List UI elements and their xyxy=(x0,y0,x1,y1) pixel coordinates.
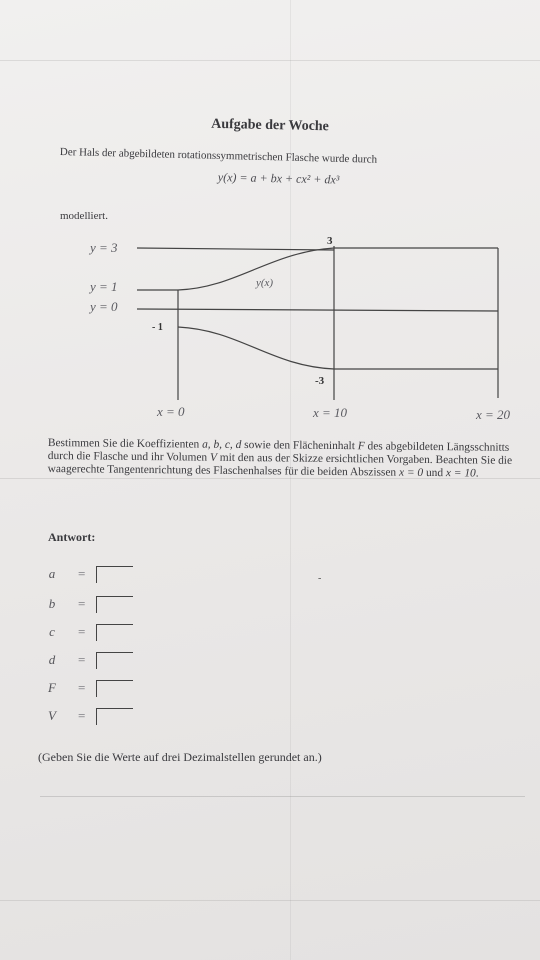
task-x10: x = 10 xyxy=(445,467,476,480)
answer-box-d[interactable] xyxy=(96,652,133,669)
neck-curve-lower xyxy=(178,327,334,369)
answer-equals: = xyxy=(78,596,86,611)
answer-equals: = xyxy=(78,680,86,695)
answer-equals: = xyxy=(78,652,86,667)
answer-box-F[interactable] xyxy=(96,680,133,697)
hand-label-3: 3 xyxy=(327,235,333,247)
answer-var: V xyxy=(48,708,56,723)
answer-equals: = xyxy=(78,624,86,639)
answer-var: d xyxy=(48,652,56,667)
fold-line xyxy=(0,900,540,901)
worksheet-title: Aufgabe der Woche xyxy=(211,116,330,135)
label-x0: x = 0 xyxy=(157,404,185,419)
hand-label-minus3: -3 xyxy=(315,375,325,387)
label-x20: x = 20 xyxy=(476,407,511,422)
curve-label: y(x) xyxy=(256,277,274,289)
label-y0: y = 0 xyxy=(90,299,118,314)
task-text-part: Bestimmen Sie die Koeffizienten xyxy=(47,437,203,451)
answer-heading: Antwort: xyxy=(48,530,96,544)
answer-var: F xyxy=(48,680,56,695)
task-text-part: und xyxy=(423,466,446,480)
label-y3: y = 3 xyxy=(90,240,118,255)
task-text xyxy=(48,437,528,481)
task-text-part: des abgebildeten Längsschnitts durch die Flasche und ihr Volumen xyxy=(47,440,510,464)
model-formula: y(x) = a + bx + cx² + dx³ xyxy=(217,170,340,187)
answer-equals: = xyxy=(78,566,86,581)
answer-box-b[interactable] xyxy=(96,596,133,613)
task-variables: a, b, c, d xyxy=(202,438,242,452)
task-text-part: . xyxy=(475,467,479,480)
answer-box-a[interactable] xyxy=(96,566,133,583)
answer-box-c[interactable] xyxy=(96,624,133,641)
task-x0: x = 0 xyxy=(398,466,424,479)
label-x10: x = 10 xyxy=(313,405,348,420)
axis-y0 xyxy=(137,309,498,311)
task-var-V: V xyxy=(209,451,218,464)
answer-var: c xyxy=(49,624,55,639)
task-text-part: mit den aus der Skizze ersichtlichen Vorgaben. Beachten Sie die waagerechte Tangentenrichtung des Flaschenhalses für die beiden Abszissen xyxy=(47,451,513,479)
task-var-F: F xyxy=(357,440,365,453)
rounding-note: (Geben Sie die Werte auf drei Dezimalstellen gerundet an.) xyxy=(38,750,322,764)
answer-var: a xyxy=(48,566,56,581)
answer-var: b xyxy=(48,596,56,611)
intro-text-end: modelliert. xyxy=(60,210,108,222)
task-text-part: sowie den Flächeninhalt xyxy=(241,439,358,453)
line-y3 xyxy=(137,248,334,250)
hand-label-minus1: - 1 xyxy=(152,322,163,333)
answer-box-V[interactable] xyxy=(96,708,133,725)
label-y1: y = 1 xyxy=(90,279,118,294)
stray-pen-mark: - xyxy=(318,573,322,584)
divider xyxy=(40,796,525,797)
answer-equals: = xyxy=(78,708,86,723)
intro-text: Der Hals der abgebildeten rotationssymmetrischen Flasche wurde durch xyxy=(59,146,378,166)
bottle-sketch xyxy=(0,0,540,430)
